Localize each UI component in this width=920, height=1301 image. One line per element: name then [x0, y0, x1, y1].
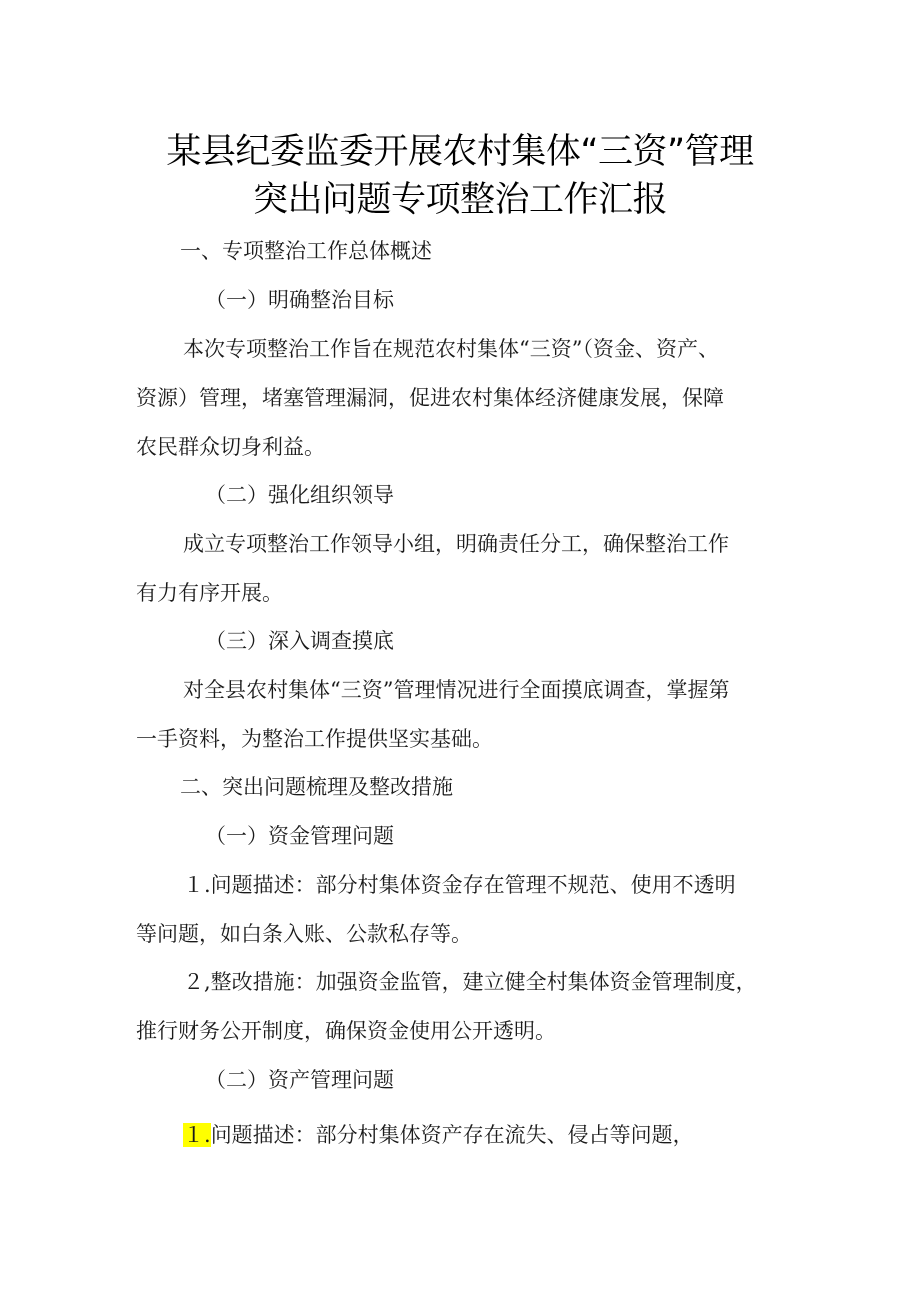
- paragraph-line: 一手资料，为整治工作提供坚实基础。: [136, 727, 493, 751]
- paragraph-line: 对全县农村集体“三资”管理情况进行全面摸底调查，掌握第: [183, 678, 730, 702]
- paragraph-line: 本次专项整治工作旨在规范农村集体“三资”（资金、资产、: [183, 337, 719, 361]
- subsection-heading-1-1: （一）明确整治目标: [205, 288, 394, 312]
- section-heading-2: 二、突出问题梳理及整改措施: [180, 775, 453, 799]
- document-title-line-1: 某县纪委监委开展农村集体“三资”管理: [166, 132, 754, 172]
- subsection-heading-2-1: （一）资金管理问题: [205, 824, 394, 848]
- paragraph-line: 等问题，如白条入账、公款私存等。: [136, 922, 472, 946]
- subsection-heading-1-2: （二）强化组织领导: [205, 483, 394, 507]
- paragraph-line-text: 问题描述：部分村集体资产存在流失、侵占等问题，: [210, 1123, 694, 1147]
- document-title-line-2: 突出问题专项整治工作汇报: [252, 180, 667, 220]
- subsection-heading-1-3: （三）深入调查摸底: [205, 629, 394, 653]
- paragraph-line: ２,整改措施：加强资金监管，建立健全村集体资金管理制度，: [183, 970, 757, 994]
- paragraph-line: 成立专项整治工作领导小组，明确责任分工，确保整治工作: [183, 532, 729, 556]
- paragraph-line: １.问题描述：部分村集体资金存在管理不规范、使用不透明: [183, 873, 736, 897]
- paragraph-line: [183, 1122, 694, 1148]
- paragraph-line: 有力有序开展。: [136, 581, 283, 605]
- section-heading-1: 一、专项整治工作总体概述: [180, 239, 432, 263]
- highlighted-list-marker: １.: [183, 1123, 211, 1147]
- paragraph-line: 推行财务公开制度，确保资金使用公开透明。: [136, 1019, 556, 1043]
- paragraph-line: 资源）管理，堵塞管理漏洞，促进农村集体经济健康发展，保障: [136, 386, 724, 410]
- paragraph-line: 农民群众切身利益。: [136, 435, 325, 459]
- subsection-heading-2-2: （二）资产管理问题: [205, 1068, 394, 1092]
